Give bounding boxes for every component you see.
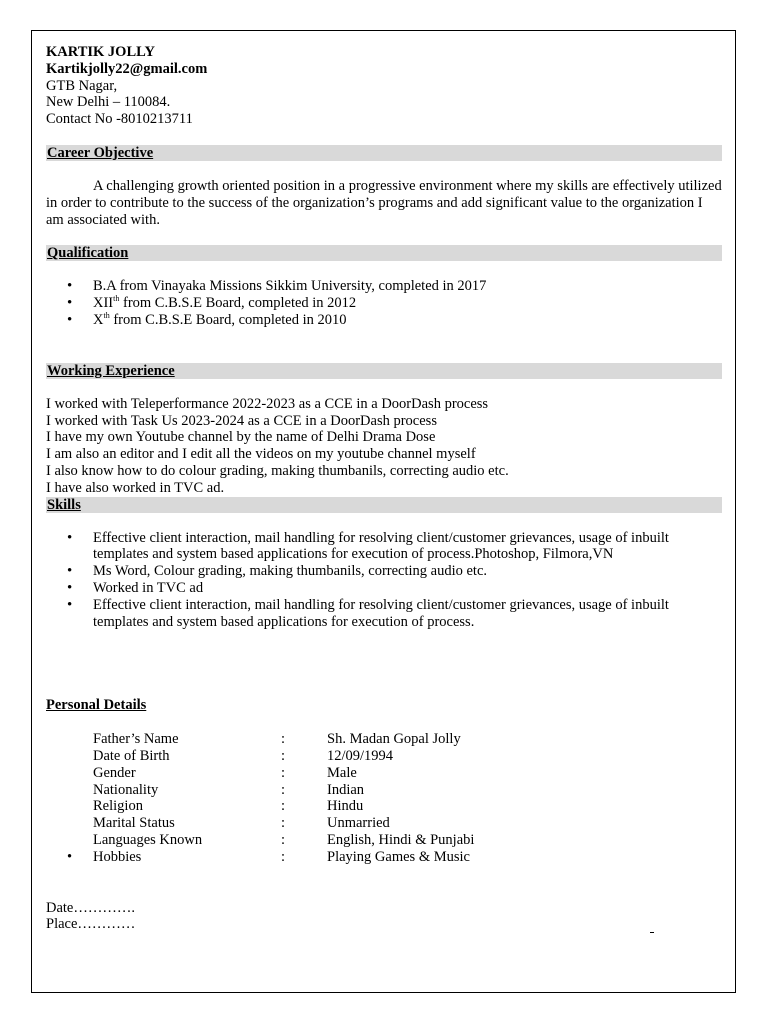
detail-colon: : [281, 798, 286, 815]
detail-value: Playing Games & Music [327, 848, 470, 865]
detail-label: Marital Status [93, 815, 175, 832]
detail-colon: : [281, 747, 286, 764]
detail-label: Date of Birth [93, 747, 170, 764]
qualification-list [46, 278, 722, 328]
address-line-1: GTB Nagar, [46, 77, 118, 94]
table-row [46, 798, 474, 815]
detail-colon: : [281, 764, 286, 781]
detail-colon: : [281, 848, 286, 865]
skills-heading: Skills [46, 497, 722, 513]
working-experience-heading: Working Experience [46, 363, 722, 379]
experience-line: I worked with Task Us 2023-2024 as a CCE in a DoorDash process [46, 412, 437, 429]
detail-label: Nationality [93, 781, 159, 798]
table-row [46, 765, 474, 782]
qualification-heading: Qualification [46, 245, 722, 261]
candidate-name: KARTIK JOLLY [46, 44, 155, 60]
experience-line: I also know how to do colour grading, making thumbanils, correcting audio etc. [46, 462, 509, 479]
detail-label: Gender [93, 764, 136, 781]
table-row [46, 782, 474, 799]
experience-line: I have also worked in TVC ad. [46, 479, 225, 496]
table-row [46, 849, 474, 866]
detail-value: English, Hindi & Punjabi [327, 831, 475, 848]
personal-details-table [46, 731, 474, 865]
detail-value: Unmarried [327, 815, 390, 832]
list-item: • XIIth from C.B.S.E Board, completed in 2012 [46, 295, 722, 312]
candidate-email: Kartikjolly22@gmail.com [46, 60, 208, 77]
place-line: Place………… [46, 916, 136, 933]
table-row [46, 731, 474, 748]
list-item: • Xth from C.B.S.E Board, completed in 2010 [46, 312, 722, 329]
detail-value: Indian [327, 781, 365, 798]
address-line-2: New Delhi – 110084. [46, 94, 171, 111]
detail-label: Languages Known [93, 831, 203, 848]
experience-line: I worked with Teleperformance 2022-2023 as a CCE in a DoorDash process [46, 395, 489, 412]
date-line: Date…………. [46, 899, 135, 916]
career-objective-heading: Career Objective [46, 145, 722, 161]
detail-value: Sh. Madan Gopal Jolly [327, 731, 461, 748]
detail-colon: : [281, 781, 286, 798]
list-item: • B.A from Vinayaka Missions Sikkim University, completed in 2017 [46, 278, 722, 295]
detail-label: Father’s Name [93, 731, 179, 748]
table-row [46, 832, 474, 849]
list-item: • Effective client interaction, mail handling for resolving client/customer grievances, usage of inbuilt templates and system based applications for execution of process.Photoshop, Filmora,VN [46, 530, 722, 564]
detail-colon: : [281, 815, 286, 832]
resume-content [46, 44, 722, 933]
detail-label: Religion [93, 798, 143, 815]
personal-details-heading: Personal Details [46, 697, 147, 714]
signature-mark [650, 924, 654, 933]
skills-list [46, 530, 722, 631]
experience-line: I am also an editor and I edit all the videos on my youtube channel myself [46, 446, 476, 463]
list-item: • Worked in TVC ad [46, 580, 722, 597]
contact-number: Contact No -8010213711 [46, 111, 193, 128]
detail-value: Hindu [327, 798, 364, 815]
career-objective-text: A challenging growth oriented position in a progressive environment where my skills are effectively utilized in order to contribute to the success of the organization’s programs and add significant value to the organization I am associated with. [46, 177, 722, 228]
list-item: • Effective client interaction, mail handling for resolving client/customer grievances, usage of inbuilt templates and system based applications for execution of process. [46, 597, 722, 631]
detail-colon: : [281, 831, 286, 848]
detail-colon: : [281, 731, 286, 748]
detail-value: 12/09/1994 [327, 747, 394, 764]
table-row [46, 748, 474, 765]
experience-line: I have my own Youtube channel by the name of Delhi Drama Dose [46, 429, 436, 446]
list-item: • Ms Word, Colour grading, making thumbanils, correcting audio etc. [46, 563, 722, 580]
detail-label: • Hobbies [46, 849, 281, 866]
table-row [46, 815, 474, 832]
detail-value: Male [327, 764, 357, 781]
